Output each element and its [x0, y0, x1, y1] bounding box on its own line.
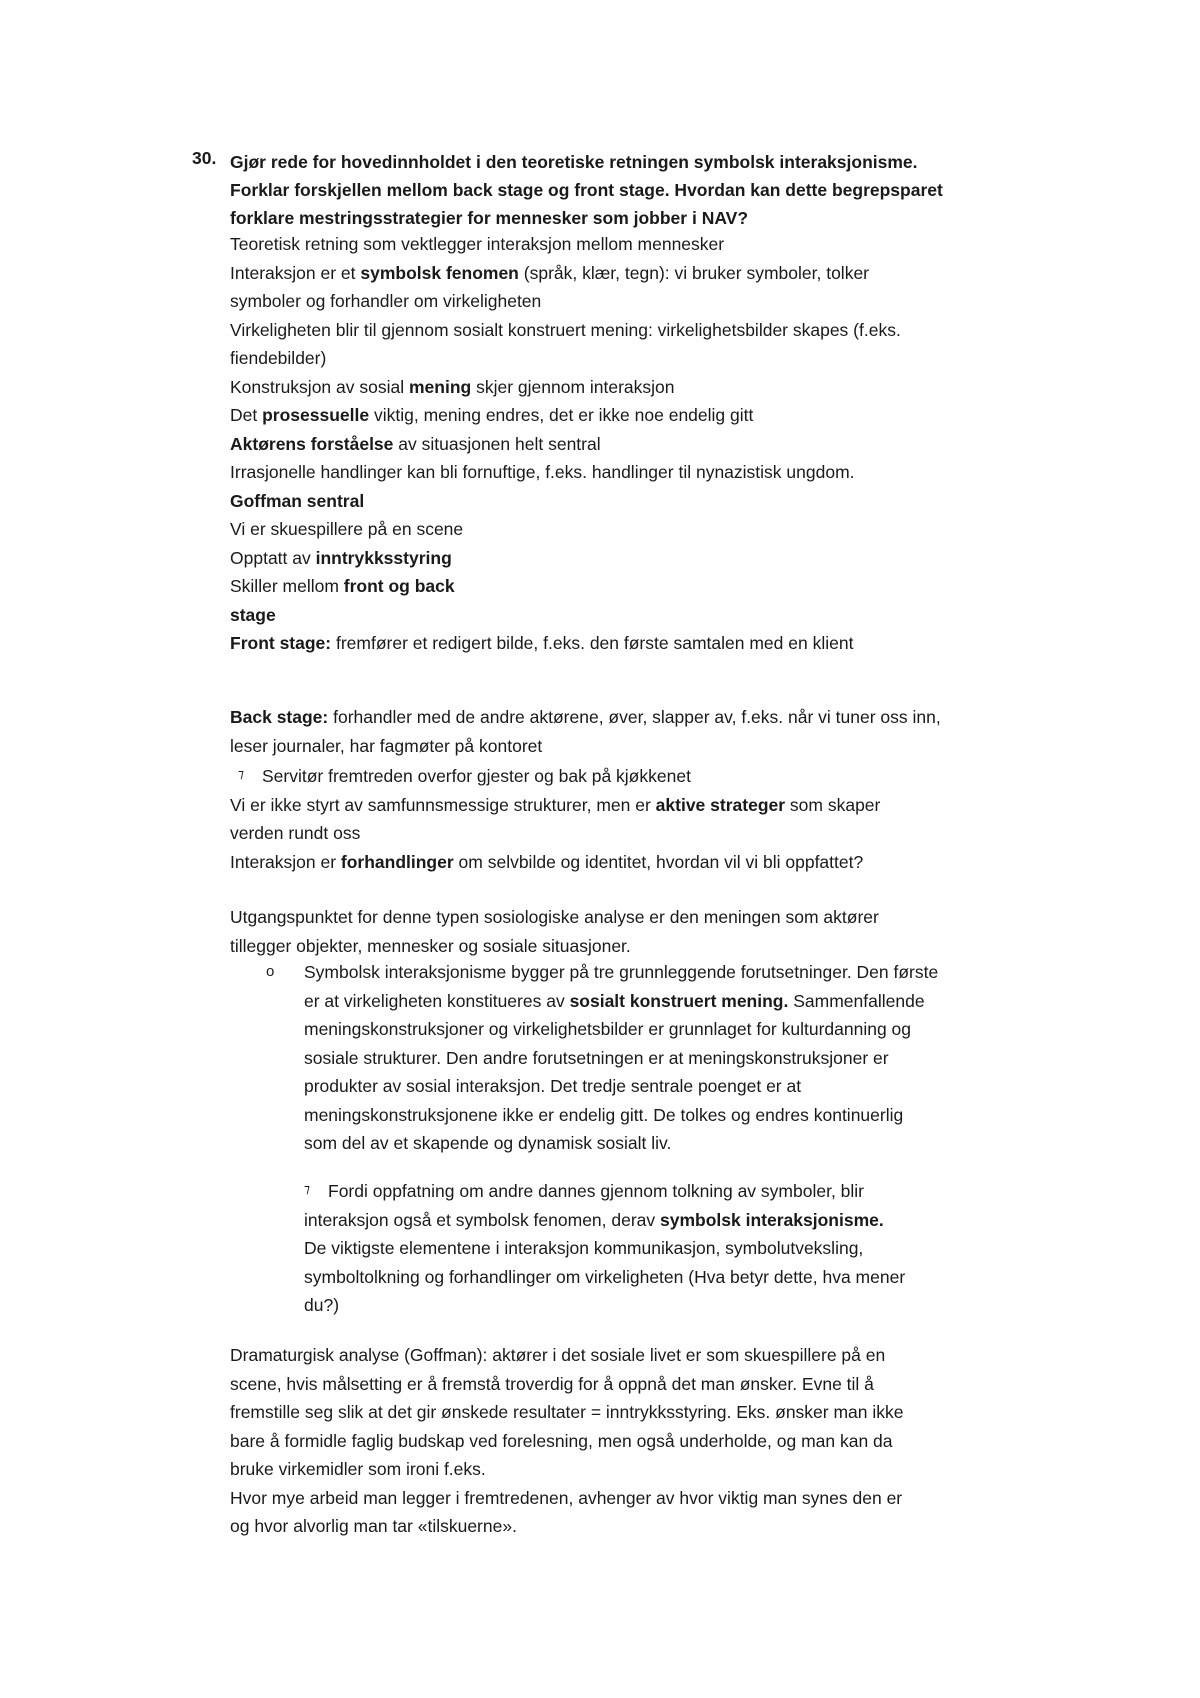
flagged-line: ⁊ Fordi oppfatning om andre dannes gjennom tolkning av symboler, blir: [304, 1175, 1094, 1206]
text-line: Back stage: forhandler med de andre aktørene, øver, slapper av, f.eks. når vi tuner oss inn,: [230, 707, 941, 727]
text-line: bruke virkemidler som ironi f.eks.: [230, 1459, 486, 1479]
question-line: Forklar forskjellen mellom back stage og front stage. Hvordan kan dette begrepsparet: [230, 180, 943, 200]
question-number: 30.: [192, 148, 217, 168]
text-line: stage: [230, 604, 276, 625]
text-line: Symbolsk interaksjonisme bygger på tre grunnleggende forutsetninger. Den første: [304, 962, 939, 982]
question-text: [230, 148, 1090, 232]
text-line: scene, hvis målsetting er å fremstå troverdig for å oppnå det man ønsker. Evne til å: [230, 1373, 874, 1394]
flag-bullet-icon: ⁊: [304, 1182, 310, 1196]
text-line: Virkeligheten blir til gjennom sosialt konstruert mening: virkelighetsbilder skapes (f.eks.: [230, 319, 901, 340]
text-line: Det prosessuelle viktig, mening endres, det er ikke noe endelig gitt: [230, 405, 754, 425]
text-line: Irrasjonelle handlinger kan bli fornuftige, f.eks. handlinger til nynazistisk ungdom.: [230, 462, 855, 482]
text-line: Dramaturgisk analyse (Goffman): aktører i det sosiale livet er som skuespillere på en: [230, 1345, 886, 1365]
text-line: Skiller mellom front og back: [230, 576, 455, 596]
notes-section-1: [230, 230, 1110, 658]
circle-bullet-icon: o: [266, 963, 275, 980]
text-line: tillegger objekter, mennesker og sosiale situasjoner.: [230, 935, 631, 956]
text-line: De viktigste elementene i interaksjon kommunikasjon, symbolutveksling,: [304, 1238, 864, 1258]
text-line: symboltolkning og forhandlinger om virkeligheten (Hva betyr dette, hva mener: [304, 1266, 906, 1287]
text-line: Front stage: fremfører et redigert bilde, f.eks. den første samtalen med en klient: [230, 633, 854, 653]
text-line: Aktørens forståelse av situasjonen helt sentral: [230, 433, 601, 454]
text-line: fiendebilder): [230, 348, 327, 368]
text-line: som del av et skapende og dynamisk sosialt liv.: [304, 1133, 672, 1153]
notes-section-3: [230, 903, 1110, 960]
text-line: og hvor alvorlig man tar «tilskuerne».: [230, 1516, 517, 1536]
notes-section-4: [230, 1341, 1110, 1541]
notes-section-2: [230, 703, 1110, 876]
text-line: Opptatt av inntrykksstyring: [230, 547, 452, 568]
text-line: fremstille seg slik at det gir ønskede resultater = inntrykksstyring. Eks. ønsker man ikke: [230, 1402, 904, 1422]
text-line: verden rundt oss: [230, 823, 361, 843]
question-line: forklare mestringsstrategier for mennesker som jobber i NAV?: [230, 208, 749, 228]
text-line: symboler og forhandler om virkeligheten: [230, 291, 542, 311]
flag-bullet-icon: ⁊: [238, 767, 244, 781]
text-line: Goffman sentral: [230, 490, 365, 511]
text-line: produkter av sosial interaksjon. Det tredje sentrale poenget er at: [304, 1076, 802, 1096]
question-line: Gjør rede for hovedinnholdet i den teoretiske retningen symbolsk interaksjonisme.: [230, 152, 918, 172]
text-line: meningskonstruksjoner og virkelighetsbilder er grunnlaget for kulturdanning og: [304, 1019, 912, 1039]
text-line: interaksjon også et symbolsk fenomen, derav symbolsk interaksjonisme.: [304, 1209, 884, 1230]
text-line: leser journaler, har fagmøter på kontoret: [230, 735, 543, 756]
text-line: Utgangspunktet for denne typen sosiologiske analyse er den meningen som aktører: [230, 907, 879, 927]
text-line: sosiale strukturer. Den andre forutsetningen er at meningskonstruksjoner er: [304, 1047, 889, 1068]
flagged-line: ⁊ Servitør fremtreden overfor gjester og bak på kjøkkenet: [230, 760, 1110, 791]
text-line: Teoretisk retning som vektlegger interaksjon mellom mennesker: [230, 234, 725, 254]
text-line: er at virkeligheten konstitueres av sosialt konstruert mening. Sammenfallende: [304, 990, 925, 1011]
text-line: meningskonstruksjonene ikke er endelig gitt. De tolkes og endres kontinuerlig: [304, 1104, 904, 1125]
text-line: Konstruksjon av sosial mening skjer gjennom interaksjon: [230, 376, 675, 397]
text-line: bare å formidle faglig budskap ved forelesning, men også underholde, og man kan da: [230, 1430, 893, 1451]
bullet-paragraph: [266, 958, 1094, 1158]
flagged-paragraph: [304, 1175, 1094, 1320]
text-line: Interaksjon er forhandlinger om selvbilde og identitet, hvordan vil vi bli oppfattet?: [230, 851, 864, 872]
text-line: Interaksjon er et symbolsk fenomen (språk, klær, tegn): vi bruker symboler, tolker: [230, 262, 870, 283]
text-line: Vi er skuespillere på en scene: [230, 519, 464, 539]
text-line: du?): [304, 1295, 340, 1315]
text-line: Hvor mye arbeid man legger i fremtredenen, avhenger av hvor viktig man synes den er: [230, 1487, 903, 1508]
text-line: Vi er ikke styrt av samfunnsmessige strukturer, men er aktive strateger som skaper: [230, 794, 881, 815]
